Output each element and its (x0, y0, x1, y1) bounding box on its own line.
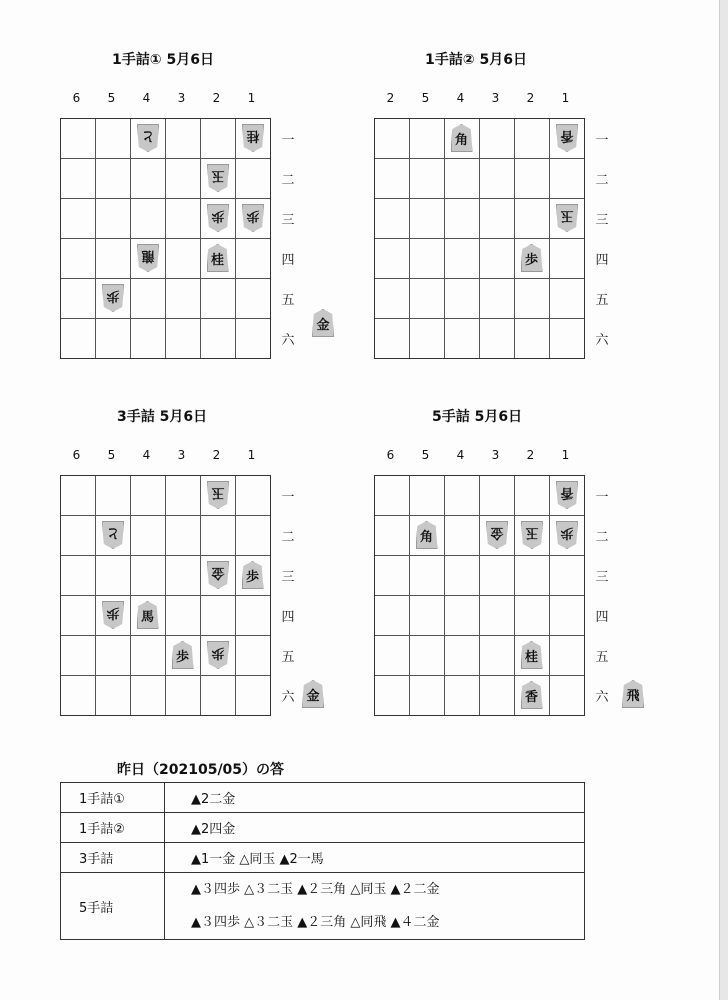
piece-label: 歩 (106, 605, 120, 620)
grid-line (375, 635, 584, 636)
piece-label: 歩 (560, 525, 574, 540)
grid-line (375, 238, 584, 239)
piece-label: 金 (306, 689, 320, 704)
answer-label: 3手詰 (61, 843, 165, 873)
answer-moves (165, 783, 585, 813)
shogi-piece (556, 124, 578, 152)
piece-label: 角 (419, 530, 433, 545)
answer-move-line: ▲2四金 (191, 822, 236, 837)
shogi-piece (416, 521, 438, 549)
grid-line (235, 476, 236, 715)
shogi-piece (521, 681, 543, 709)
page-edge (719, 0, 728, 1000)
grid-line (61, 238, 270, 239)
answer-move-line: ▲３四歩 △３二玉 ▲２三角 △同飛 ▲４二金 (191, 915, 440, 930)
problem-title: 1手詰① 5月6日 (112, 52, 214, 68)
row-number: 三 (595, 213, 609, 228)
shogi-piece (102, 284, 124, 312)
column-number: 1 (247, 448, 256, 462)
piece-label: 歩 (175, 650, 189, 665)
answers-table (60, 782, 585, 940)
row-number: 三 (281, 213, 295, 228)
piece-label: 玉 (560, 208, 574, 223)
grid-line (514, 476, 515, 715)
shogi-piece (207, 561, 229, 589)
shogi-piece (137, 244, 159, 272)
answer-label: 1手詰② (61, 813, 165, 843)
column-number: 6 (386, 448, 395, 462)
piece-label: 龍 (141, 248, 155, 263)
column-number: 5 (421, 448, 430, 462)
column-number: 3 (491, 91, 500, 105)
column-number: 2 (526, 448, 535, 462)
grid-line (375, 318, 584, 319)
row-number: 一 (595, 490, 609, 505)
shogi-piece (521, 521, 543, 549)
shogi-piece (521, 641, 543, 669)
shogi-piece (556, 481, 578, 509)
piece-label: 香 (560, 128, 574, 143)
grid-line (235, 119, 236, 358)
row-number: 六 (281, 333, 295, 348)
column-number: 6 (72, 91, 81, 105)
piece-label: 歩 (246, 208, 260, 223)
hand-piece (302, 680, 324, 708)
row-number: 五 (281, 293, 295, 308)
row-number: 四 (595, 610, 609, 625)
piece-label: 飛 (626, 689, 640, 704)
piece-label: 歩 (106, 288, 120, 303)
row-number: 二 (595, 173, 609, 188)
column-number: 5 (107, 91, 116, 105)
shogi-piece (521, 244, 543, 272)
column-number: 2 (526, 91, 535, 105)
column-number: 4 (456, 448, 465, 462)
shogi-piece (207, 641, 229, 669)
answer-label: 5手詰 (61, 873, 165, 940)
piece-label: 桂 (524, 650, 538, 665)
grid-line (375, 595, 584, 596)
answer-move-line: ▲1一金 △同玉 ▲2一馬 (191, 852, 324, 867)
shogi-piece (242, 124, 264, 152)
column-number: 2 (212, 448, 221, 462)
shogi-piece (207, 481, 229, 509)
piece-label: 香 (524, 690, 538, 705)
answer-moves (165, 873, 585, 940)
answer-row (61, 813, 585, 843)
row-number: 一 (281, 133, 295, 148)
piece-label: 桂 (210, 253, 224, 268)
grid-line (61, 675, 270, 676)
shogi-piece (207, 204, 229, 232)
answer-move-line: ▲３四歩 △３二玉 ▲２三角 △同玉 ▲２二金 (191, 882, 440, 897)
grid-line (375, 675, 584, 676)
piece-label: 金 (490, 525, 504, 540)
grid-line (61, 595, 270, 596)
piece-label: 金 (211, 565, 225, 580)
piece-label: 金 (316, 318, 330, 333)
shogi-piece (102, 601, 124, 629)
piece-label: 歩 (211, 645, 225, 660)
shogi-piece (172, 641, 194, 669)
grid-line (514, 119, 515, 358)
grid-line (61, 635, 270, 636)
shogi-piece (556, 204, 578, 232)
shogi-piece (102, 521, 124, 549)
shogi-board (374, 475, 585, 716)
piece-label: 玉 (525, 525, 539, 540)
answer-row (61, 843, 585, 873)
row-number: 六 (281, 690, 295, 705)
piece-label: 角 (454, 133, 468, 148)
column-number: 3 (491, 448, 500, 462)
row-number: 一 (595, 133, 609, 148)
row-number: 三 (595, 570, 609, 585)
grid-line (61, 318, 270, 319)
grid-line (200, 476, 201, 715)
grid-line (200, 119, 201, 358)
row-number: 四 (281, 610, 295, 625)
column-number: 1 (561, 91, 570, 105)
shogi-piece (207, 164, 229, 192)
grid-line (375, 278, 584, 279)
piece-label: と (141, 128, 155, 143)
row-number: 五 (595, 650, 609, 665)
piece-label: 桂 (246, 128, 260, 143)
column-number: 1 (247, 91, 256, 105)
hand-piece (312, 309, 334, 337)
column-number: 6 (72, 448, 81, 462)
answers-title: 昨日（202105/05）の答 (117, 762, 285, 778)
row-number: 二 (595, 530, 609, 545)
answer-move-line: ▲2二金 (191, 792, 236, 807)
column-number: 4 (142, 91, 151, 105)
column-number: 3 (177, 91, 186, 105)
piece-label: 香 (560, 485, 574, 500)
shogi-piece (556, 521, 578, 549)
piece-label: 歩 (524, 253, 538, 268)
answer-row (61, 873, 585, 940)
piece-label: 歩 (245, 570, 259, 585)
column-number: 4 (456, 91, 465, 105)
problem-title: 5手詰 5月6日 (432, 409, 523, 425)
answer-moves (165, 813, 585, 843)
shogi-piece (137, 601, 159, 629)
row-number: 二 (281, 530, 295, 545)
hand-piece (622, 680, 644, 708)
piece-label: と (106, 525, 120, 540)
piece-label: 玉 (211, 485, 225, 500)
column-number: 4 (142, 448, 151, 462)
grid-line (61, 278, 270, 279)
shogi-piece (486, 521, 508, 549)
piece-label: 歩 (211, 208, 225, 223)
row-number: 四 (595, 253, 609, 268)
row-number: 二 (281, 173, 295, 188)
row-number: 六 (595, 690, 609, 705)
row-number: 一 (281, 490, 295, 505)
answer-label: 1手詰① (61, 783, 165, 813)
answer-row (61, 783, 585, 813)
answer-moves (165, 843, 585, 873)
piece-label: 玉 (211, 168, 225, 183)
column-number: 1 (561, 448, 570, 462)
grid-line (549, 119, 550, 358)
column-number: 5 (107, 448, 116, 462)
row-number: 三 (281, 570, 295, 585)
shogi-board (374, 118, 585, 359)
row-number: 四 (281, 253, 295, 268)
grid-line (549, 476, 550, 715)
column-number: 2 (212, 91, 221, 105)
shogi-board (60, 118, 271, 359)
row-number: 六 (595, 333, 609, 348)
problem-title: 1手詰② 5月6日 (425, 52, 527, 68)
shogi-piece (451, 124, 473, 152)
column-number: 2 (386, 91, 395, 105)
row-number: 五 (595, 293, 609, 308)
shogi-piece (207, 244, 229, 272)
shogi-piece (242, 561, 264, 589)
piece-label: 馬 (140, 610, 154, 625)
shogi-piece (242, 204, 264, 232)
column-number: 3 (177, 448, 186, 462)
row-number: 五 (281, 650, 295, 665)
shogi-board (60, 475, 271, 716)
problem-title: 3手詰 5月6日 (117, 409, 208, 425)
column-number: 5 (421, 91, 430, 105)
shogi-piece (137, 124, 159, 152)
